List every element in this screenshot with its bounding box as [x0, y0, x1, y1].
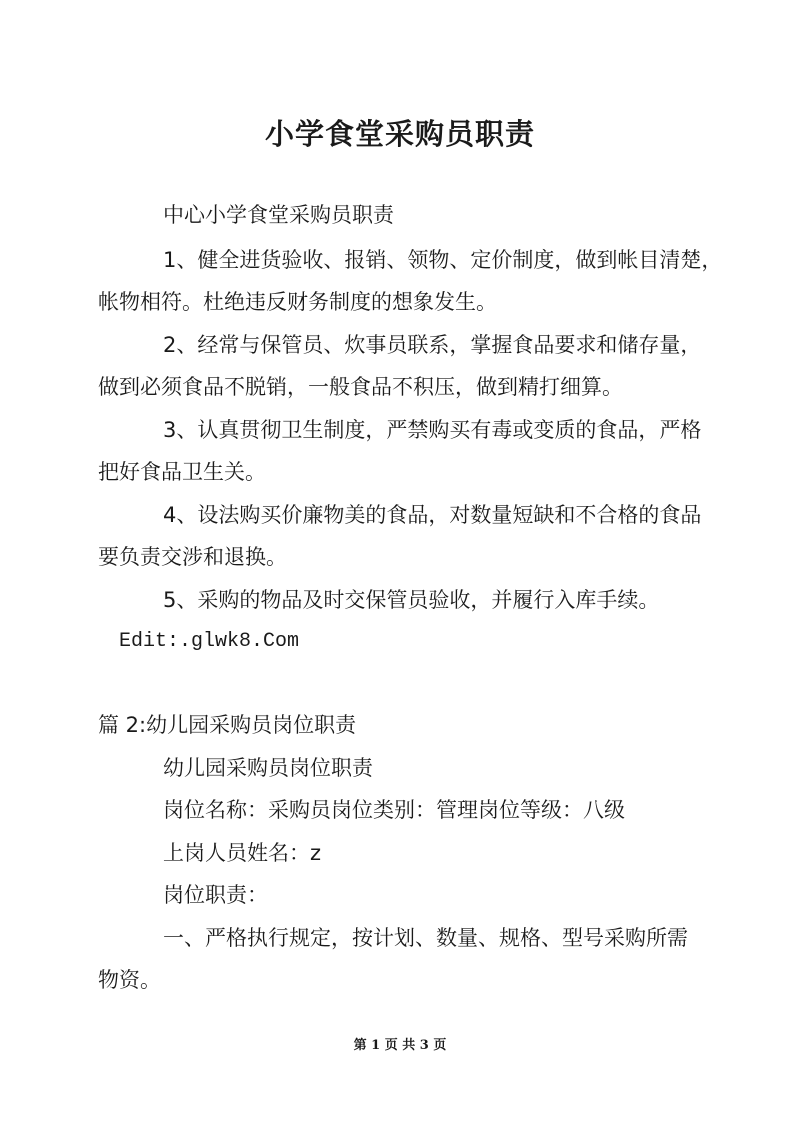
- item5-line1: 5、采购的物品及时交保管员验收，并履行入库手续。: [163, 588, 660, 612]
- item2-line1: 2、经常与保管员、炊事员联系，掌握食品要求和储存量，: [163, 333, 702, 357]
- item4-line2: 要负责交涉和退换。: [98, 545, 287, 569]
- duty1-line1: 一、严格执行规定，按计划、数量、规格、型号采购所需: [163, 926, 688, 950]
- position-info: 岗位名称：采购员岗位类别：管理岗位等级：八级: [163, 798, 625, 822]
- section1-heading: 中心小学食堂采购员职责: [163, 203, 394, 227]
- item3-line1: 3、认真贯彻卫生制度，严禁购买有毒或变质的食品，严格: [163, 418, 702, 442]
- chapter-heading: 篇 2:幼儿园采购员岗位职责: [98, 713, 357, 737]
- item1-line2: 帐物相符。杜绝违反财务制度的想象发生。: [98, 290, 497, 314]
- item2-line2: 做到必须食品不脱销，一般食品不积压，做到精打细算。: [98, 375, 623, 399]
- item4-line1: 4、设法购买价廉物美的食品，对数量短缺和不合格的食品: [163, 503, 702, 527]
- item1-line1: 1、健全进货验收、报销、领物、定价制度，做到帐目清楚，: [163, 248, 723, 272]
- page-footer: 第 1 页 共 3 页: [353, 1038, 447, 1053]
- document-title: 小学食堂采购员职责: [264, 117, 535, 151]
- duties-label: 岗位职责：: [163, 883, 268, 907]
- edit-note: Edit:.glwk8.Com: [119, 630, 300, 653]
- staff-name: 上岗人员姓名：z: [163, 841, 322, 865]
- duty1-line2: 物资。: [98, 968, 161, 992]
- item3-line2: 把好食品卫生关。: [98, 460, 266, 484]
- section2-heading: 幼儿园采购员岗位职责: [163, 756, 373, 780]
